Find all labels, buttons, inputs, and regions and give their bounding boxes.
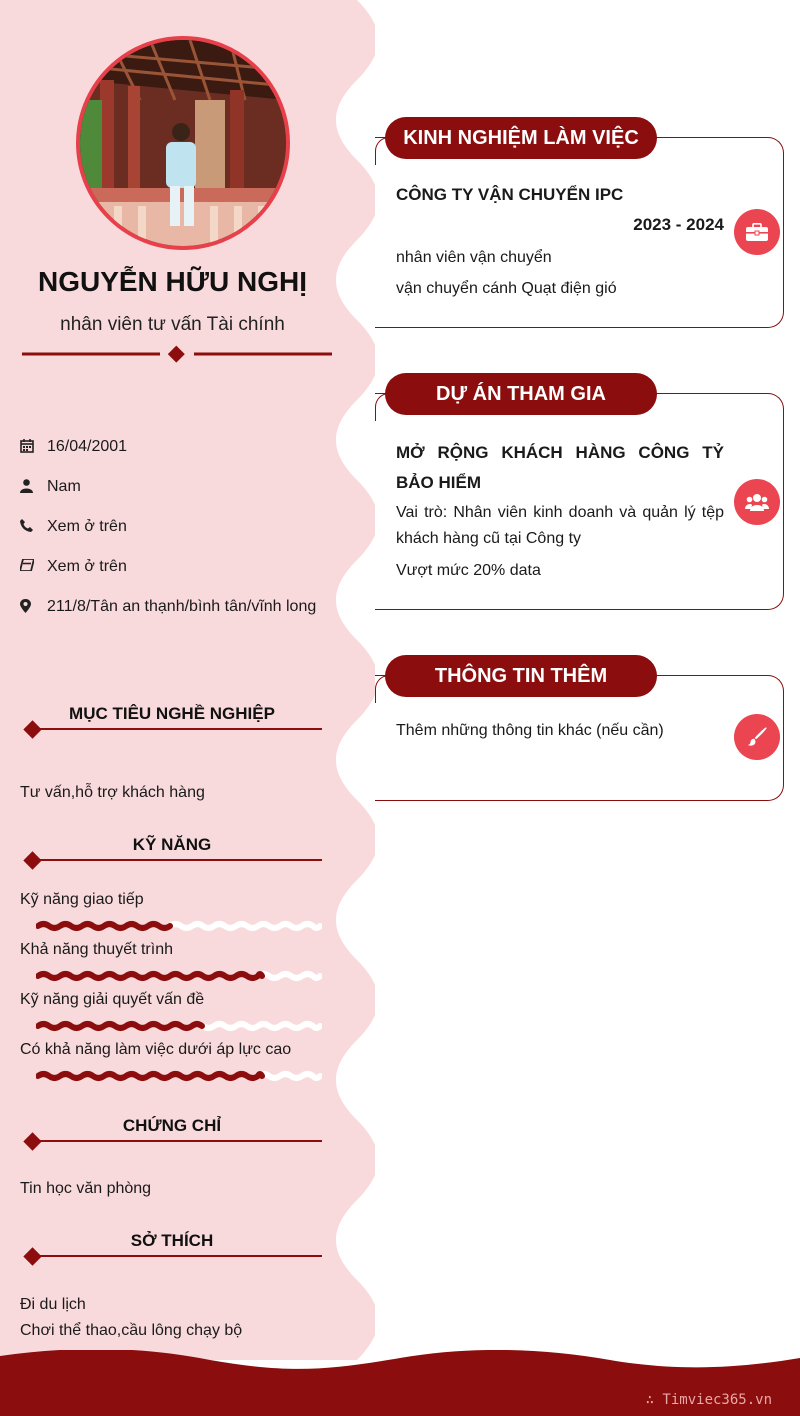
contact-gender xyxy=(20,474,320,500)
experience-company: CÔNG TY VẬN CHUYỂN IPC xyxy=(396,185,624,204)
phone-value: Xem ở trên xyxy=(47,518,127,535)
email-value: Xem ở trên xyxy=(47,558,127,575)
birthday-value: 16/04/2001 xyxy=(47,438,128,455)
location-icon xyxy=(20,594,47,620)
full-name: NGUYỄN HỮU NGHỊ xyxy=(37,266,308,297)
contact-address xyxy=(20,594,320,620)
contact-email xyxy=(20,554,320,580)
hobbies-heading-text: SỞ THÍCH xyxy=(130,1231,214,1250)
project-name: MỞ RỘNG KHÁCH HÀNG CÔNG TỶ BẢO HIỂM xyxy=(396,443,724,492)
avatar xyxy=(76,36,290,250)
hobby-item: Chơi thể thao,cầu lông chạy bộ xyxy=(20,1322,243,1339)
briefcase-icon xyxy=(734,209,780,255)
skill-bar-fill xyxy=(38,924,170,928)
projects-heading: DỰ ÁN THAM GIA xyxy=(385,373,657,415)
experience-position: nhân viên vận chuyển xyxy=(396,249,552,266)
hobbies-heading xyxy=(22,1231,322,1257)
skill-bar xyxy=(36,1070,322,1082)
additional-heading: THÔNG TIN THÊM xyxy=(385,655,657,697)
skill-bar-fill xyxy=(38,1074,262,1078)
job-title: nhân viên tư vấn Tài chính xyxy=(60,314,285,335)
project-result: Vượt mức 20% data xyxy=(396,562,541,579)
calendar-icon xyxy=(20,434,47,460)
skill-name: Kỹ năng giao tiếp xyxy=(20,891,144,908)
skill-name: Khả năng thuyết trình xyxy=(20,941,173,958)
email-icon xyxy=(20,554,47,580)
gender-value: Nam xyxy=(47,478,81,495)
certificate-text: Tin học văn phòng xyxy=(20,1180,152,1197)
skills-heading xyxy=(22,835,322,861)
skill-name: Kỹ năng giải quyết vấn đề xyxy=(20,991,205,1008)
objective-heading xyxy=(22,704,322,730)
phone-icon xyxy=(20,514,47,540)
skill-bar xyxy=(36,970,322,982)
skill-name: Có khả năng làm việc dưới áp lực cao xyxy=(20,1041,292,1058)
skills-heading-text: KỸ NĂNG xyxy=(132,835,212,854)
experience-period: 2023 - 2024 xyxy=(633,215,724,234)
skill-bar-fill xyxy=(38,1024,202,1028)
certificates-heading xyxy=(22,1116,322,1142)
project-role: Vai trò: Nhân viên kinh doanh và quản lý tệp khách hàng cũ tại Công ty xyxy=(396,504,724,547)
brush-icon xyxy=(734,714,780,760)
objective-heading-text: MỤC TIÊU NGHỀ NGHIỆP xyxy=(69,704,275,723)
objective-text: Tư vấn,hỗ trợ khách hàng xyxy=(20,784,205,801)
title-divider xyxy=(22,344,332,364)
experience-description: vận chuyển cánh Quạt điện gió xyxy=(396,280,617,297)
users-icon xyxy=(734,479,780,525)
skill-bar xyxy=(36,1020,322,1032)
person-icon xyxy=(20,474,47,500)
experience-heading: KINH NGHIỆM LÀM VIỆC xyxy=(385,117,657,159)
certificates-heading-text: CHỨNG CHỈ xyxy=(122,1116,222,1135)
brand-watermark: ∴ Timviec365.vn xyxy=(645,1392,772,1408)
contact-birthday xyxy=(20,434,320,460)
hobby-item: Đi du lịch xyxy=(20,1296,86,1313)
left-column xyxy=(0,0,355,1360)
skill-bar-fill xyxy=(38,974,262,978)
additional-text: Thêm những thông tin khác (nếu cần) xyxy=(396,722,664,739)
contact-phone xyxy=(20,514,320,540)
skill-bar xyxy=(36,920,322,932)
address-value: 211/8/Tân an thạnh/bình tân/vĩnh long xyxy=(47,598,317,615)
